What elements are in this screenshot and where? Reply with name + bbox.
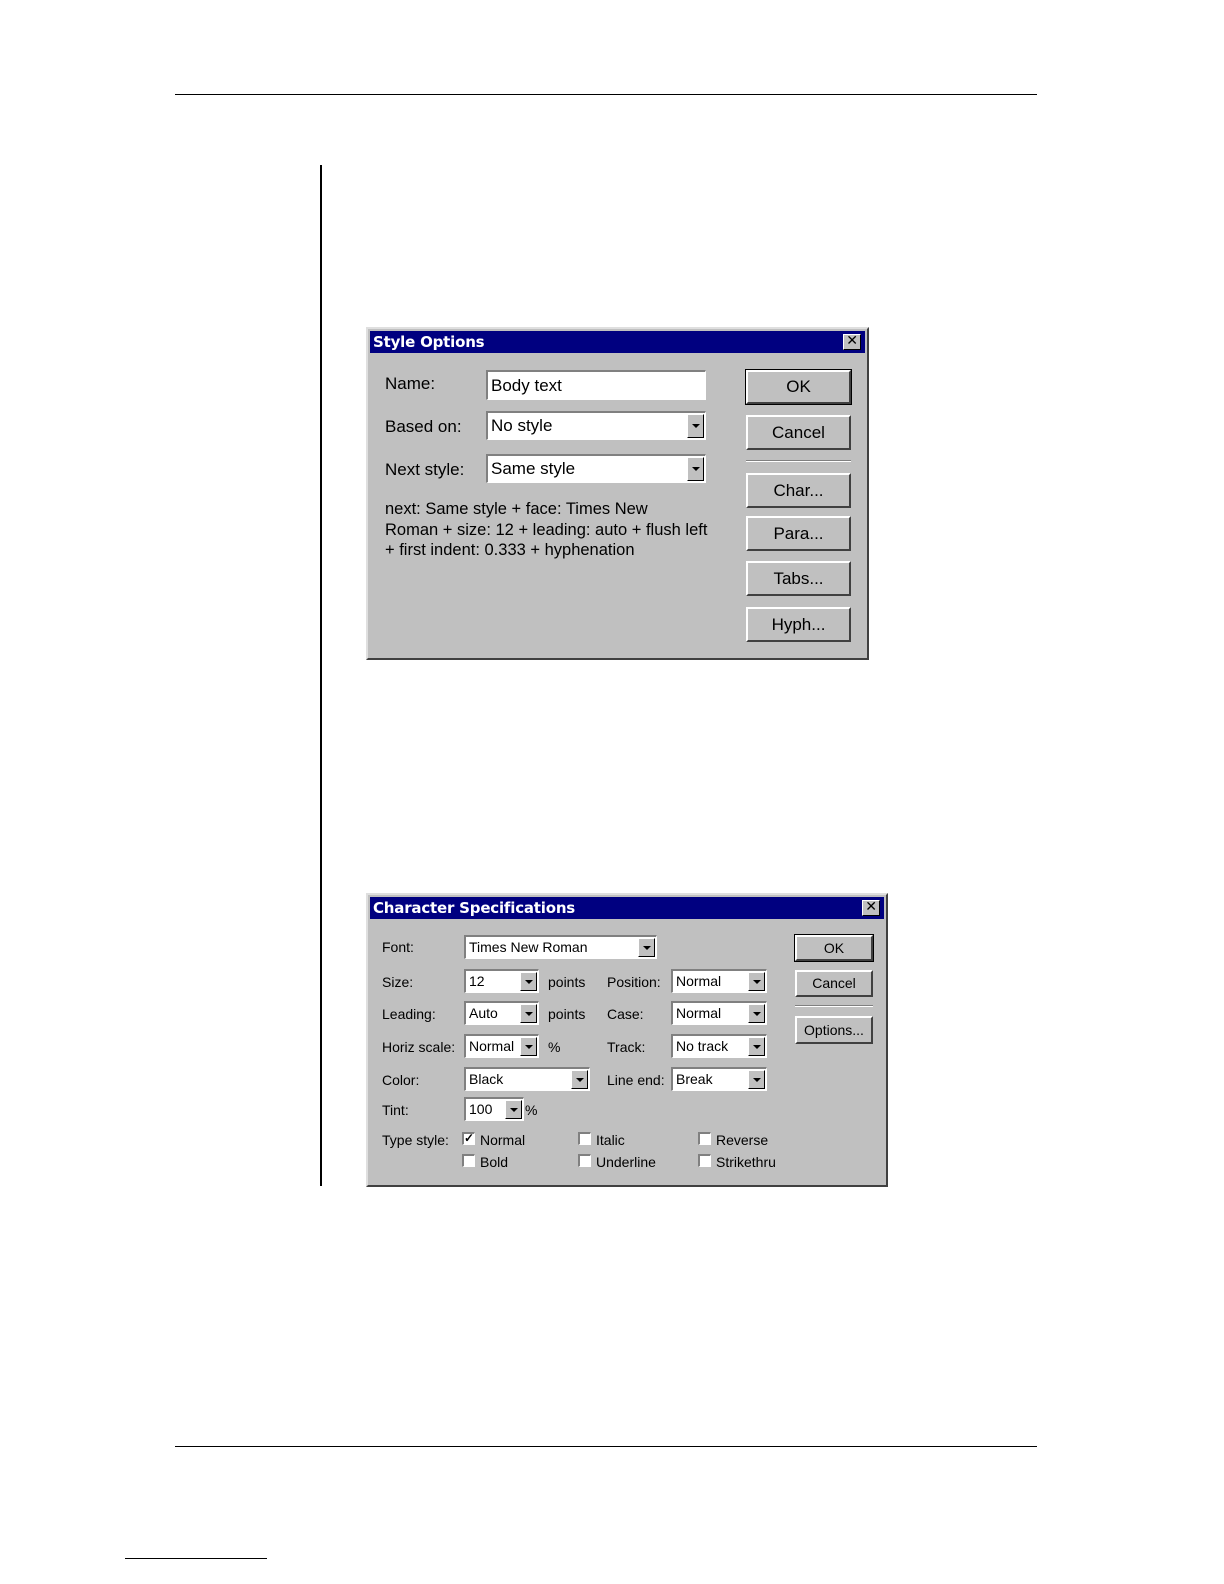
color-select[interactable] — [464, 1067, 590, 1091]
tint-unit: % — [525, 1102, 538, 1118]
next-style-value: Same style — [491, 459, 576, 478]
style-description — [385, 499, 707, 561]
options-button[interactable]: Options... — [795, 1016, 873, 1044]
leading-unit: points — [548, 1006, 586, 1022]
font-label: Font: — [382, 939, 414, 955]
track-label: Track: — [607, 1039, 646, 1055]
ok-button[interactable]: OK — [746, 370, 851, 404]
chevron-down-icon[interactable] — [748, 1004, 765, 1023]
font-value: Times New Roman — [469, 939, 588, 955]
horiz-scale-value: Normal — [469, 1038, 515, 1054]
description-line: + first indent: 0.333 + hyphenation — [385, 541, 635, 559]
line-end-select[interactable] — [671, 1067, 767, 1091]
margin-rule — [320, 165, 322, 1186]
button-separator — [795, 1005, 873, 1007]
chevron-down-icon[interactable] — [505, 1100, 522, 1119]
tint-value: 100 — [469, 1101, 493, 1117]
horiz-scale-label: Horiz scale: — [382, 1039, 456, 1055]
strikethru-checkbox-label: Strikethru — [716, 1154, 776, 1170]
next-style-label: Next style: — [385, 460, 465, 479]
description-line: Roman + size: 12 + leading: auto + flush left — [385, 520, 708, 539]
underline-checkbox-label: Underline — [596, 1154, 656, 1170]
ok-button[interactable]: OK — [795, 935, 873, 961]
position-select[interactable] — [671, 969, 767, 993]
style-options-titlebar[interactable] — [370, 331, 865, 353]
chevron-down-icon[interactable] — [520, 1004, 537, 1023]
position-label: Position: — [607, 974, 661, 990]
track-select[interactable] — [671, 1034, 767, 1058]
based-on-value: No style — [491, 416, 553, 435]
character-specs-titlebar[interactable] — [370, 897, 884, 919]
cancel-button[interactable]: Cancel — [795, 970, 873, 997]
leading-label: Leading: — [382, 1006, 436, 1022]
size-label: Size: — [382, 974, 414, 990]
name-label: Name: — [385, 374, 436, 393]
chevron-down-icon[interactable] — [520, 1037, 537, 1056]
reverse-checkbox[interactable] — [698, 1132, 711, 1145]
leading-value: Auto — [469, 1005, 498, 1021]
footnote-rule — [125, 1558, 267, 1559]
cancel-button[interactable]: Cancel — [746, 415, 851, 450]
close-icon[interactable]: ✕ — [862, 900, 880, 916]
normal-checkbox-label: Normal — [480, 1132, 526, 1148]
size-unit: points — [548, 974, 586, 990]
tint-select[interactable] — [464, 1097, 524, 1121]
size-value: 12 — [469, 973, 485, 989]
chevron-down-icon[interactable] — [571, 1070, 588, 1089]
strikethru-checkbox[interactable] — [698, 1154, 711, 1167]
normal-checkbox[interactable]: ✓ — [464, 1131, 475, 1145]
bold-checkbox[interactable] — [462, 1154, 475, 1167]
horiz-scale-unit: % — [548, 1039, 561, 1055]
style-options-title: Style Options — [373, 333, 485, 351]
character-specs-title: Character Specifications — [373, 899, 576, 917]
underline-checkbox[interactable] — [578, 1154, 591, 1167]
chevron-down-icon[interactable] — [748, 972, 765, 991]
chevron-down-icon[interactable] — [748, 1037, 765, 1056]
chevron-down-icon[interactable] — [748, 1070, 765, 1089]
size-select[interactable] — [464, 969, 539, 993]
bold-checkbox-label: Bold — [480, 1154, 509, 1170]
case-value: Normal — [676, 1005, 722, 1021]
font-select[interactable] — [464, 935, 657, 959]
horiz-scale-select[interactable] — [464, 1034, 539, 1058]
hyph-button[interactable]: Hyph... — [746, 607, 851, 642]
header-rule — [175, 94, 1037, 95]
para-button[interactable]: Para... — [746, 516, 851, 551]
type-style-label: Type style: — [382, 1132, 449, 1148]
chevron-down-icon[interactable] — [687, 457, 704, 481]
line-end-value: Break — [676, 1071, 713, 1087]
char-button[interactable]: Char... — [746, 473, 851, 508]
color-value: Black — [469, 1071, 504, 1087]
case-select[interactable] — [671, 1001, 767, 1025]
tint-label: Tint: — [382, 1102, 409, 1118]
next-style-select[interactable] — [486, 454, 706, 483]
name-input[interactable]: Body text — [486, 370, 706, 400]
chevron-down-icon[interactable] — [687, 414, 704, 438]
track-value: No track — [676, 1038, 729, 1054]
footer-rule — [175, 1446, 1037, 1447]
leading-select[interactable] — [464, 1001, 539, 1025]
italic-checkbox[interactable] — [578, 1132, 591, 1145]
reverse-checkbox-label: Reverse — [716, 1132, 769, 1148]
case-label: Case: — [607, 1006, 644, 1022]
character-specifications-dialog — [366, 893, 888, 1187]
chevron-down-icon[interactable] — [638, 938, 655, 957]
style-options-dialog — [366, 327, 869, 660]
chevron-down-icon[interactable] — [520, 972, 537, 991]
tabs-button[interactable]: Tabs... — [746, 561, 851, 596]
based-on-select[interactable] — [486, 411, 706, 440]
close-icon[interactable]: ✕ — [843, 334, 861, 350]
button-separator — [746, 460, 851, 462]
description-line: next: Same style + face: Times New — [385, 500, 648, 518]
color-label: Color: — [382, 1072, 420, 1088]
position-value: Normal — [676, 973, 722, 989]
based-on-label: Based on: — [385, 417, 462, 436]
line-end-label: Line end: — [607, 1072, 665, 1088]
italic-checkbox-label: Italic — [596, 1132, 625, 1148]
